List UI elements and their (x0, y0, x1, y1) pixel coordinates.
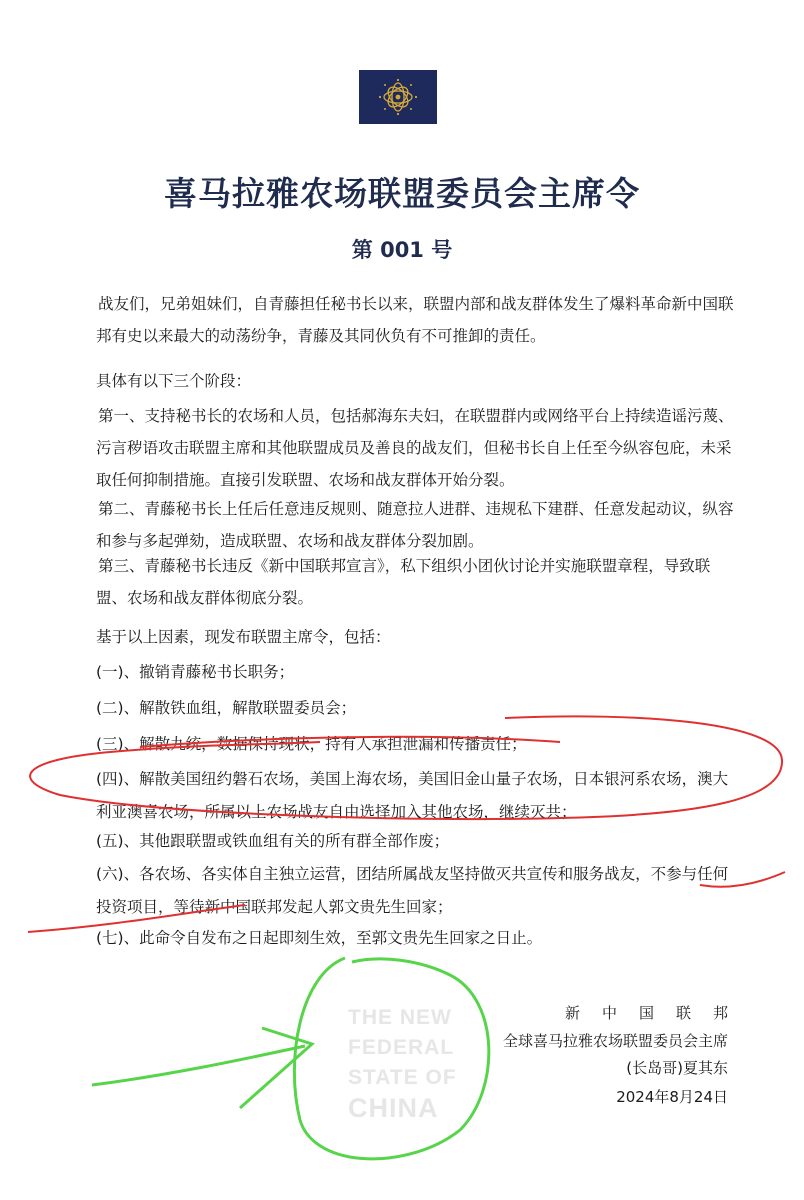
stages-heading: 具体有以下三个阶段： (96, 372, 252, 390)
green-arrow-head (240, 1028, 312, 1108)
order-item-3: (三)、解散九统，数据保持现状，持有人承担泄漏和传播责任； (96, 735, 527, 753)
green-arrow-shaft (92, 1046, 305, 1085)
stage-item-3: 第三、青藤秘书长违反《新中国联邦宣言》，私下组织小团伙讨论并实施联盟章程，导致联盟、农场和战友群体彻底分裂。 (96, 557, 711, 607)
signature-role: 全球喜马拉雅农场联盟委员会主席 (502, 1032, 728, 1050)
federal-flag-logo (359, 70, 437, 124)
watermark-line-4: CHINA (348, 1093, 439, 1123)
emblem-icon (359, 70, 437, 124)
order-number: 第 001 号 (351, 238, 453, 262)
stage-item-1: 第一、支持秘书长的农场和人员，包括郝海东夫妇，在联盟群内或网络平台上持续造谣污蔑、污言秽语攻击联盟主席和其他联盟成员及善良的战友们，但秘书长自上任至今纵容包庇，未采取任何抑制措施。直接引发联盟、农场和战友群体开始分裂。 (96, 407, 734, 489)
order-item-5: (五)、其他跟联盟或铁血组有关的所有群全部作废； (96, 832, 450, 850)
order-item-6: (六)、各农场、各实体自主独立运营，团结所属战友坚持做灭共宣传和服务战友，不参与任何投资项目，等待新中国联邦发起人郭文贵先生回家； (96, 865, 729, 916)
signature-org (564, 1002, 750, 1023)
orders-heading: 基于以上因素，现发布联盟主席令，包括： (96, 628, 391, 646)
watermark-line-1: THE NEW (348, 1006, 452, 1029)
order-item-2: (二)、解散铁血组，解散联盟委员会； (96, 699, 357, 717)
federal-state-watermark (348, 1003, 458, 1123)
order-item-1: (一)、撤销青藤秘书长职务； (96, 663, 295, 681)
stage-item-2: 第二、青藤秘书长上任后任意违反规则、随意拉人进群、违规私下建群、任意发起动议，纵容和参与多起弹劾，造成联盟、农场和战友群体分裂加剧。 (96, 500, 734, 550)
watermark-line-2: FEDERAL (348, 1036, 455, 1059)
watermark-line-3: STATE OF (348, 1066, 457, 1089)
order-item-4: (四)、解散美国纽约磐石农场，美国上海农场，美国旧金山量子农场，日本银河系农场，澳大利亚澳喜农场，所属以上农场战友自由选择加入其他农场，继续灭共； (96, 770, 729, 821)
order-item-7: (七)、此命令自发布之日起即刻生效，至郭文贵先生回家之日止。 (96, 929, 543, 947)
signature-name: (长岛哥)夏其东 (626, 1059, 728, 1077)
signature-date: 2024年8月24日 (616, 1088, 728, 1106)
document-title: 喜马拉雅农场联盟委员会主席令 (164, 174, 640, 213)
signature-org-text: 新中国联邦 (564, 1004, 750, 1022)
intro-paragraph: 战友们，兄弟姐妹们，自青藤担任秘书长以来，联盟内部和战友群体发生了爆料革命新中国联邦有史以来最大的动荡纷争，青藤及其同伙负有不可推卸的责任。 (96, 295, 734, 345)
